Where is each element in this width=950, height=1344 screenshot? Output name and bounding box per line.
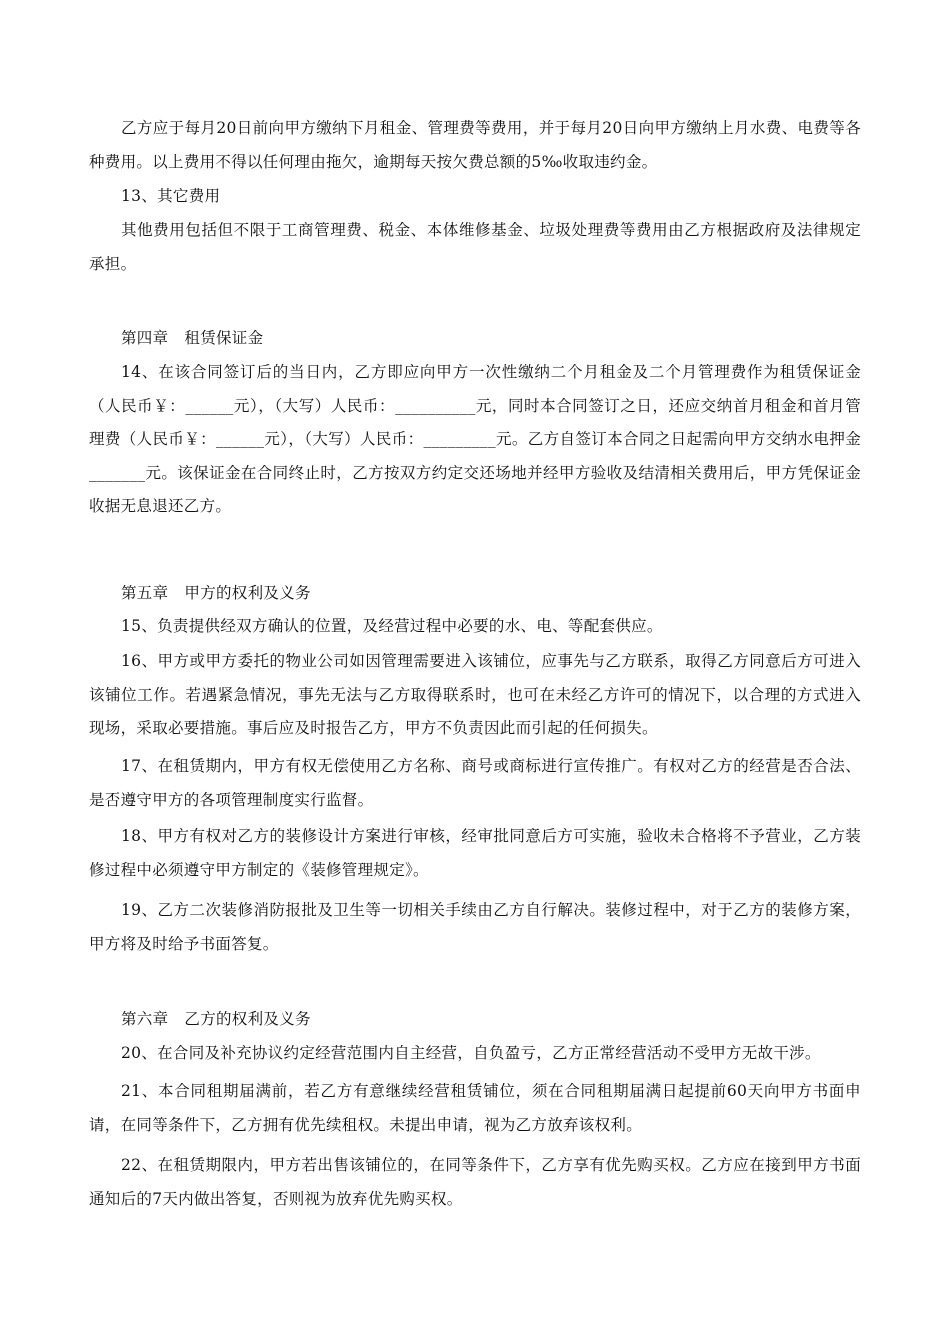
chapter-6-number: 第六章 bbox=[121, 1010, 169, 1028]
chapter-6-heading bbox=[121, 1003, 311, 1037]
paragraph-item-16: 16、甲方或甲方委托的物业公司如因管理需要进入该铺位，应事先与乙方联系，取得乙方同意后方可进入该铺位工作。若遇紧急情况，事先无法与乙方取得联系时，也可在未经乙方许可的情况下，以合理的方式进入现场，采取必要措施。事后应及时报告乙方，甲方不负责因此而引起的任何损失。 bbox=[89, 652, 861, 737]
paragraph-item-19: 19、乙方二次装修消防报批及卫生等一切相关手续由乙方自行解决。装修过程中，对于乙方的装修方案，甲方将及时给予书面答复。 bbox=[89, 901, 861, 953]
paragraph-item-17: 17、在租赁期内，甲方有权无偿使用乙方名称、商号或商标进行宣传推广。有权对乙方的经营是否合法、是否遵守甲方的各项管理制度实行监督。 bbox=[89, 757, 861, 809]
paragraph-item-21: 21、本合同租期届满前，若乙方有意继续经营租赁铺位，须在合同租期届满日起提前60天向甲方书面申请，在同等条件下，乙方拥有优先续租权。未提出申请，视为乙方放弃该权利。 bbox=[89, 1082, 861, 1134]
paragraph-item-22: 22、在租赁期限内，甲方若出售该铺位的，在同等条件下，乙方享有优先购买权。乙方应在接到甲方书面通知后的7天内做出答复，否则视为放弃优先购买权。 bbox=[89, 1156, 861, 1208]
chapter-5-number: 第五章 bbox=[121, 584, 169, 602]
paragraph-item-13-title: 13、其它费用 bbox=[121, 187, 221, 205]
chapter-4-heading bbox=[121, 322, 263, 356]
chapter-6-title: 乙方的权利及义务 bbox=[184, 1010, 311, 1028]
chapter-5-title: 甲方的权利及义务 bbox=[184, 584, 311, 602]
chapter-5-heading bbox=[121, 577, 311, 611]
paragraph-item-18: 18、甲方有权对乙方的装修设计方案进行审核，经审批同意后方可实施，验收未合格将不予营业，乙方装修过程中必须遵守甲方制定的《装修管理规定》。 bbox=[89, 827, 861, 879]
paragraph-item-14-deposit: 14、在该合同签订后的当日内，乙方即应向甲方一次性缴纳二个月租金及二个月管理费作为租赁保证金（人民币￥：______元），（大写）人民币：__________元，同时本合同签订之日，还应交纳首月租金和首月管理费（人民币￥：______元），（大写）人民币：_________元。乙方自签订本合同之日起需向甲方交纳水电押金_______元。该保证金在合同终止时，乙方按双方约定交还场地并经甲方验收及结清相关费用后，甲方凭保证金收据无息退还乙方。 bbox=[89, 363, 861, 515]
paragraph-fee-payment: 乙方应于每月20日前向甲方缴纳下月租金、管理费等费用，并于每月20日向甲方缴纳上月水费、电费等各种费用。以上费用不得以任何理由拖欠，逾期每天按欠费总额的5‰收取违约金。 bbox=[89, 119, 861, 171]
paragraph-item-20: 20、在合同及补充协议约定经营范围内自主经营，自负盈亏，乙方正常经营活动不受甲方无故干涉。 bbox=[121, 1044, 821, 1062]
paragraph-item-15: 15、负责提供经双方确认的位置，及经营过程中必要的水、电、等配套供应。 bbox=[121, 617, 663, 635]
paragraph-other-fees: 其他费用包括但不限于工商管理费、税金、本体维修基金、垃圾处理费等费用由乙方根据政府及法律规定承担。 bbox=[89, 221, 861, 273]
chapter-4-title: 租赁保证金 bbox=[184, 329, 264, 347]
chapter-4-number: 第四章 bbox=[121, 329, 169, 347]
